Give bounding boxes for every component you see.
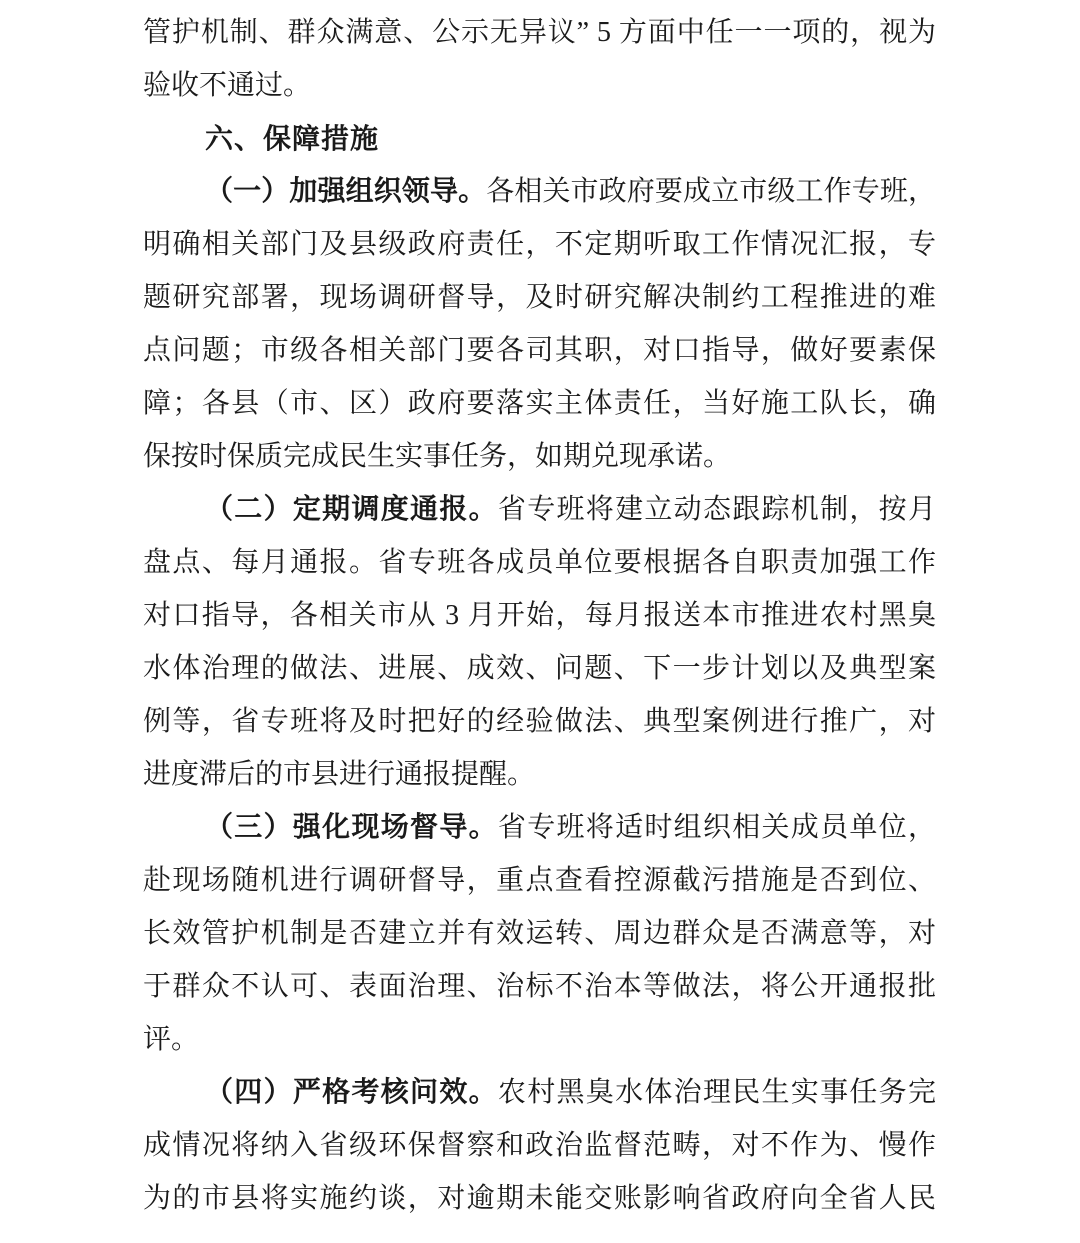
document-body bbox=[143, 6, 936, 1225]
body-text: 点问题；市级各相关部门要各司其职，对口指导，做好要素保 bbox=[143, 335, 936, 366]
section-heading-text: 六、保障措施 bbox=[205, 123, 380, 154]
body-text: 水体治理的做法、进展、成效、问题、下一步计划以及典型案 bbox=[143, 653, 936, 684]
paragraph-lead-text: （二）定期调度通报。 bbox=[205, 494, 498, 525]
body-text: 盘点、每月通报。省专班各成员单位要根据各自职责加强工作 bbox=[143, 547, 936, 578]
document-line bbox=[143, 1119, 936, 1172]
body-text: 长效管护机制是否建立并有效运转、周边群众是否满意等，对 bbox=[143, 918, 936, 949]
document-line bbox=[143, 536, 936, 589]
document-line bbox=[143, 59, 936, 112]
document-line bbox=[143, 430, 936, 483]
body-text: 成情况将纳入省级环保督察和政治监督范畴，对不作为、慢作 bbox=[143, 1130, 936, 1161]
document-line bbox=[143, 112, 936, 165]
body-text: 省专班将建立动态跟踪机制，按月 bbox=[497, 494, 936, 525]
paragraph-lead-text: （一）加强组织领导。 bbox=[205, 176, 487, 207]
body-text: 为的市县将实施约谈，对逾期未能交账影响省政府向全省人民 bbox=[143, 1183, 936, 1214]
body-text: 验收不通过。 bbox=[143, 70, 312, 101]
document-line bbox=[143, 1013, 936, 1066]
document-line bbox=[143, 483, 936, 536]
document-line bbox=[143, 377, 936, 430]
document-line bbox=[143, 907, 936, 960]
document-line bbox=[143, 960, 936, 1013]
body-text: 障；各县（市、区）政府要落实主体责任，当好施工队长，确 bbox=[143, 388, 936, 419]
body-text: 保按时保质完成民生实事任务，如期兑现承诺。 bbox=[143, 441, 732, 472]
body-text: 赴现场随机进行调研督导，重点查看控源截污措施是否到位、 bbox=[143, 865, 936, 896]
body-text: 省专班将适时组织相关成员单位， bbox=[497, 812, 936, 843]
document-line bbox=[143, 165, 936, 218]
document-line bbox=[143, 324, 936, 377]
document-line bbox=[143, 1172, 936, 1225]
body-text: 进度滞后的市县进行通报提醒。 bbox=[143, 759, 536, 790]
document-line bbox=[143, 589, 936, 642]
document-line bbox=[143, 854, 936, 907]
document-line bbox=[143, 748, 936, 801]
body-text: 管护机制、群众满意、公示无异议” 5 方面中任一一项的，视为 bbox=[143, 17, 936, 48]
document-line bbox=[143, 801, 936, 854]
document-line bbox=[143, 6, 936, 59]
body-text: 农村黑臭水体治理民生实事任务完 bbox=[497, 1077, 936, 1108]
document-line bbox=[143, 218, 936, 271]
document-line bbox=[143, 695, 936, 748]
body-text: 对口指导，各相关市从 3 月开始，每月报送本市推进农村黑臭 bbox=[143, 600, 936, 631]
document-line bbox=[143, 1066, 936, 1119]
body-text: 例等，省专班将及时把好的经验做法、典型案例进行推广，对 bbox=[143, 706, 936, 737]
paragraph-lead-text: （四）严格考核问效。 bbox=[205, 1077, 498, 1108]
document-line bbox=[143, 642, 936, 695]
body-text: 题研究部署，现场调研督导，及时研究解决制约工程推进的难 bbox=[143, 282, 936, 313]
body-text: 明确相关部门及县级政府责任，不定期听取工作情况汇报，专 bbox=[143, 229, 936, 260]
body-text: 各相关市政府要成立市级工作专班， bbox=[486, 176, 936, 207]
body-text: 评。 bbox=[143, 1024, 200, 1055]
body-text: 于群众不认可、表面治理、治标不治本等做法，将公开通报批 bbox=[143, 971, 936, 1002]
paragraph-lead-text: （三）强化现场督导。 bbox=[205, 812, 498, 843]
document-line bbox=[143, 271, 936, 324]
